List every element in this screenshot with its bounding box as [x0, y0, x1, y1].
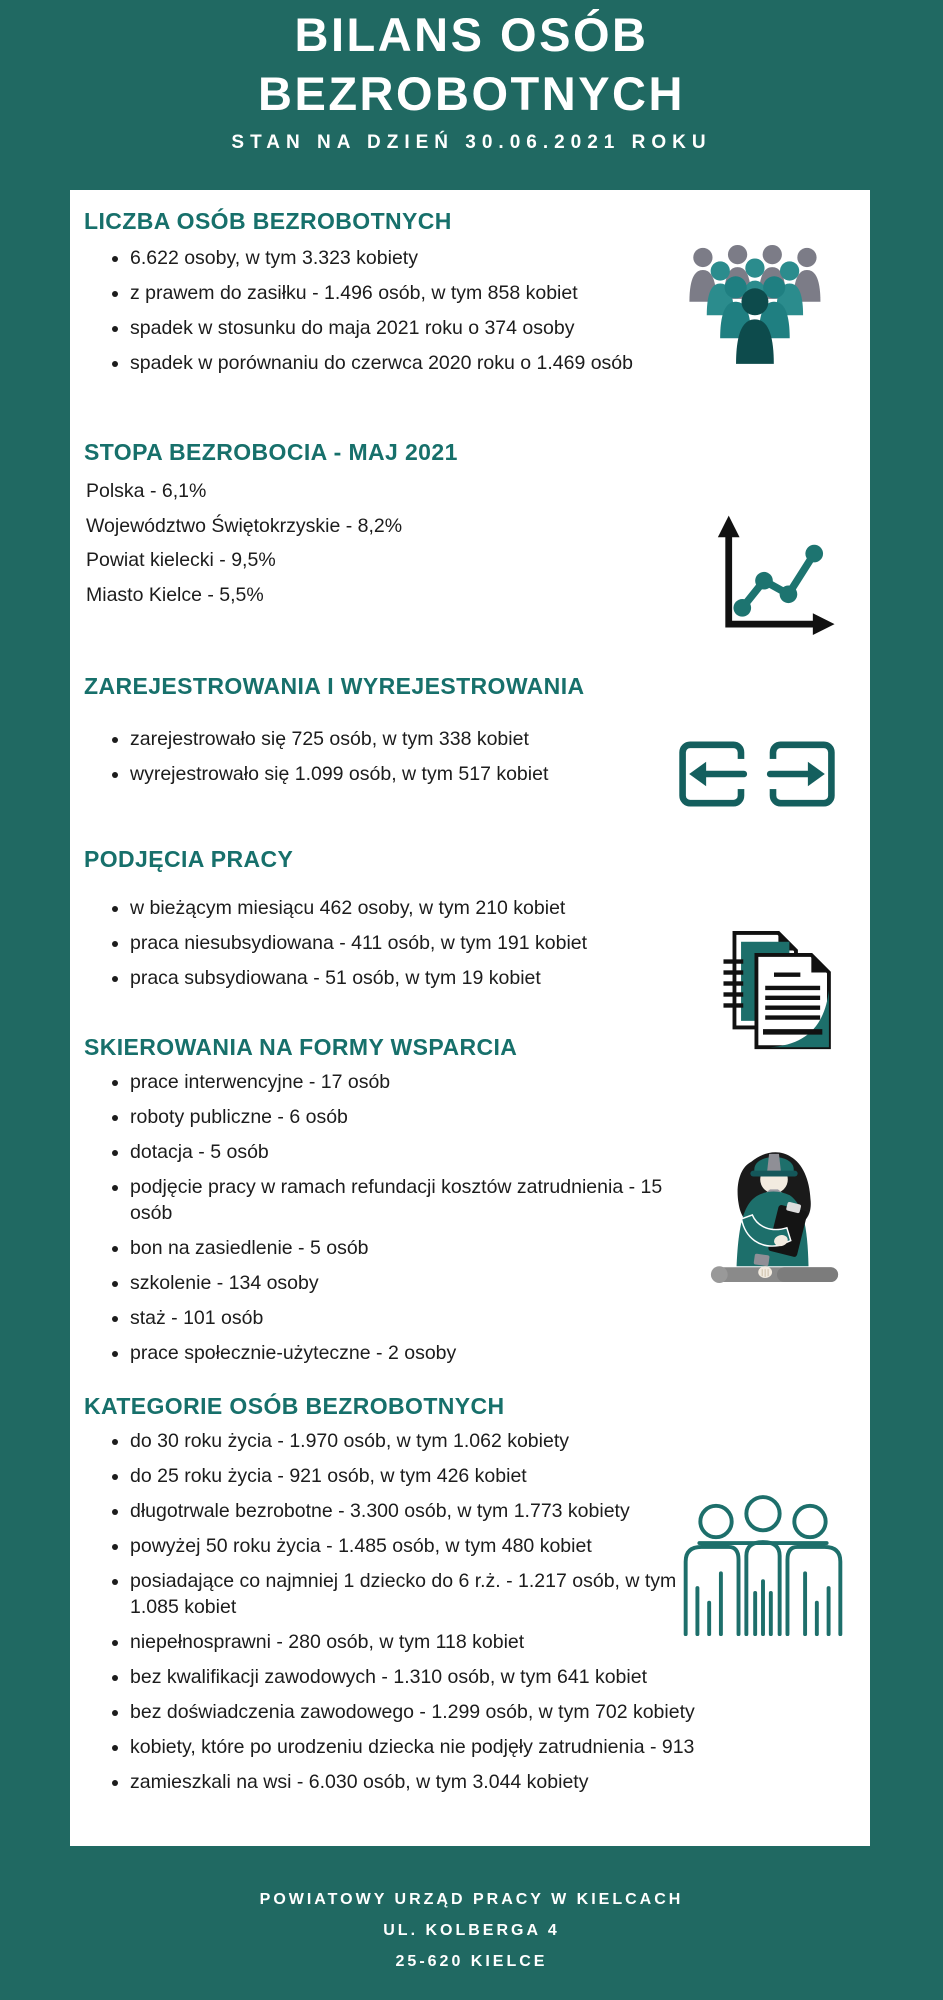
list-item: • spadek w porównaniu do czerwca 2020 roku o 1.469 osób	[130, 350, 709, 377]
list-item: • praca subsydiowana - 51 osób, w tym 19 kobiet	[130, 965, 709, 992]
crowd-icon	[674, 242, 832, 377]
list-item: • zarejestrowało się 725 osób, w tym 338 kobiet	[130, 726, 709, 753]
footer-address-city: 25-620 KIELCE	[395, 1953, 548, 1970]
list-item: • prace społecznie-użyteczne - 2 osoby	[130, 1340, 709, 1367]
list-item: Miasto Kielce - 5,5%	[86, 584, 264, 607]
list-item: • do 30 roku życia - 1.970 osób, w tym 1.062 kobiety	[130, 1428, 709, 1455]
page-subtitle: STAN NA DZIEŃ 30.06.2021 ROKU	[231, 132, 712, 153]
list-item: • podjęcie pracy w ramach refundacji kosztów zatrudnienia - 15 osób	[130, 1174, 709, 1228]
list-item: • posiadające co najmniej 1 dziecko do 6 r.ż. - 1.217 osób, w tym 1.085 kobiet	[130, 1568, 709, 1622]
content-card	[70, 190, 870, 1846]
page-title-line1: BILANS OSÓB	[294, 8, 649, 61]
transfer-arrows-icon	[676, 738, 838, 810]
section-heading: ZAREJESTROWANIA I WYREJESTROWANIA	[84, 673, 585, 700]
footer	[0, 1884, 943, 1977]
list-item: • bez kwalifikacji zawodowych - 1.310 osób, w tym 641 kobiet	[130, 1664, 709, 1691]
list-item: • kobiety, które po urodzeniu dziecka nie podjęły zatrudnienia - 913	[130, 1734, 709, 1761]
list-item: • praca niesubsydiowana - 411 osób, w tym 191 kobiet	[130, 930, 709, 957]
list-item: • zamieszkali na wsi - 6.030 osób, w tym 3.044 kobiety	[130, 1769, 709, 1796]
section-list	[84, 478, 709, 610]
section-heading: SKIEROWANIA NA FORMY WSPARCIA	[84, 1033, 518, 1060]
list-item: • spadek w stosunku do maja 2021 roku o 374 osoby	[130, 315, 709, 342]
section	[70, 1034, 709, 1367]
section-list	[84, 245, 709, 377]
line-chart-icon	[688, 502, 840, 654]
worker-icon	[706, 1128, 844, 1296]
header	[0, 0, 943, 154]
list-item: • 6.622 osoby, w tym 3.323 kobiety	[130, 245, 709, 272]
list-item: • długotrwale bezrobotne - 3.300 osób, w tym 1.773 kobiety	[130, 1498, 709, 1525]
list-item: • staż - 101 osób	[130, 1305, 709, 1332]
list-item: • bon na zasiedlenie - 5 osób	[130, 1235, 709, 1262]
section-list	[84, 1428, 709, 1796]
footer-address-street: UL. KOLBERGA 4	[383, 1922, 560, 1939]
section-list	[84, 895, 709, 992]
page-title-line2: BEZROBOTNYCH	[258, 67, 685, 120]
list-item: • powyżej 50 roku życia - 1.485 osób, w tym 480 kobiet	[130, 1533, 709, 1560]
page-title	[0, 5, 943, 123]
section-heading: KATEGORIE OSÓB BEZROBOTNYCH	[84, 1392, 505, 1419]
section	[70, 439, 709, 610]
section-heading: LICZBA OSÓB BEZROBOTNYCH	[84, 208, 452, 234]
section-heading: PODJĘCIA PRACY	[84, 846, 294, 873]
list-item: • wyrejestrowało się 1.099 osób, w tym 517 kobiet	[130, 761, 709, 788]
list-item: • prace interwencyjne - 17 osób	[130, 1069, 709, 1096]
section	[70, 208, 709, 377]
list-item: • roboty publiczne - 6 osób	[130, 1104, 709, 1131]
section-list	[84, 726, 709, 788]
footer-org-name: POWIATOWY URZĄD PRACY W KIELCACH	[259, 1891, 684, 1908]
section-heading: STOPA BEZROBOCIA - MAJ 2021	[84, 438, 458, 465]
list-item: Powiat kielecki - 9,5%	[86, 549, 276, 572]
people-group-icon	[670, 1495, 856, 1642]
list-item: • do 25 roku życia - 921 osób, w tym 426 kobiet	[130, 1463, 709, 1490]
list-item: • szkolenie - 134 osoby	[130, 1270, 709, 1297]
list-item: Województwo Świętokrzyskie - 8,2%	[86, 514, 403, 537]
list-item: • dotacja - 5 osób	[130, 1139, 709, 1166]
section-list	[84, 1069, 709, 1367]
list-item: Polska - 6,1%	[86, 479, 207, 502]
list-item: • bez doświadczenia zawodowego - 1.299 osób, w tym 702 kobiety	[130, 1699, 709, 1726]
list-item: • niepełnosprawni - 280 osób, w tym 118 kobiet	[130, 1629, 709, 1656]
section	[70, 673, 709, 788]
section	[70, 1393, 709, 1796]
section	[70, 846, 709, 992]
documents-icon	[708, 922, 840, 1056]
list-item: • z prawem do zasiłku - 1.496 osób, w tym 858 kobiet	[130, 280, 709, 307]
list-item: • w bieżącym miesiącu 462 osoby, w tym 210 kobiet	[130, 895, 709, 922]
